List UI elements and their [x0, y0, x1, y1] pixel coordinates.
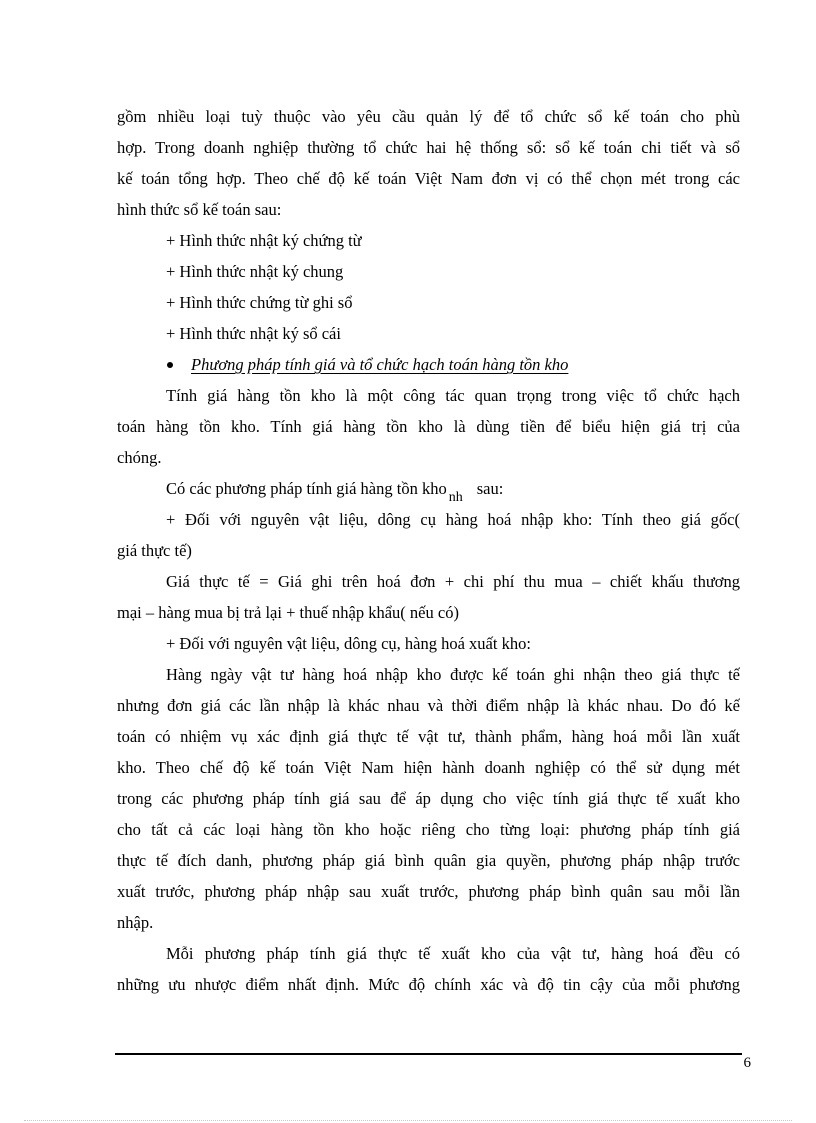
footer-rule: [115, 1053, 742, 1055]
text-line: nhưng đơn giá các lần nhập là khác nhau và thời điểm nhập là khác nhau. Do đó kế: [117, 696, 740, 715]
subscript-text: nh: [448, 490, 463, 504]
list-item: + Hình thức nhật ký sổ cái: [166, 324, 341, 343]
text-line: thực tế đích danh, phương pháp giá bình quân gia quyền, phương pháp nhập trước: [117, 851, 740, 870]
text-line: chóng.: [117, 448, 162, 467]
text-line: Giá thực tế = Giá ghi trên hoá đơn + chi phí thu mua – chiết khấu thương: [166, 572, 740, 591]
body-text: [117, 101, 740, 1000]
section-heading-text: Phương pháp tính giá và tổ chức hạch toán hàng tồn kho: [191, 355, 569, 374]
text-line: những ưu nhược điểm nhất định. Mức độ chính xác và độ tin cậy của mỗi phương: [117, 975, 740, 994]
text-line: giá thực tế): [117, 541, 192, 560]
section-heading: [117, 349, 740, 380]
text-span: sau:: [476, 479, 504, 498]
text-line: + Đối với nguyên vật liệu, dông cụ, hàng hoá xuất kho:: [166, 634, 531, 653]
text-line: Hàng ngày vật tư hàng hoá nhập kho được kế toán ghi nhận theo giá thực tế: [166, 665, 740, 684]
text-line: kho. Theo chế độ kế toán Việt Nam hiện hành doanh nghiệp có thể sử dụng mét: [117, 758, 740, 777]
text-line: kế toán tổng hợp. Theo chế độ kế toán Việt Nam đơn vị có thể chọn mét trong các: [117, 169, 740, 188]
list-item: + Hình thức nhật ký chứng từ: [166, 231, 362, 250]
text-line: cho tất cả các loại hàng tồn kho hoặc riêng cho từng loại: phương pháp tính giá: [117, 820, 740, 839]
text-line: xuất trước, phương pháp nhập sau xuất trước, phương pháp bình quân sau mỗi lần: [117, 882, 740, 901]
text-line: hợp. Trong doanh nghiệp thường tổ chức hai hệ thống sổ: sổ kế toán chi tiết và sổ: [117, 138, 740, 157]
text-line: Tính giá hàng tồn kho là một công tác quan trọng trong việc tổ chức hạch: [166, 386, 740, 405]
text-line: toán hàng tồn kho. Tính giá hàng tồn kho là dùng tiền để biểu hiện giá trị của: [117, 417, 740, 436]
text-line: + Đối với nguyên vật liệu, dông cụ hàng hoá nhập kho: Tính theo giá gốc(: [166, 510, 740, 529]
text-line: toán có nhiệm vụ xác định giá thực tế vật tư, thành phẩm, hàng hoá mỗi lần xuất: [117, 727, 740, 746]
bullet-icon: [167, 362, 173, 368]
text-line: mại – hàng mua bị trả lại + thuế nhập khẩu( nếu có): [117, 603, 459, 622]
list-item: + Hình thức chứng từ ghi sổ: [166, 293, 353, 312]
page-border: [24, 1120, 792, 1121]
text-line: nhập.: [117, 913, 154, 932]
text-line: hình thức sổ kế toán sau:: [117, 200, 282, 219]
text-line: gồm nhiều loại tuỳ thuộc vào yêu cầu quản lý để tổ chức sổ kế toán cho phù: [117, 107, 740, 126]
page-number: 6: [743, 1055, 751, 1071]
text-line: [117, 473, 740, 504]
text-line: trong các phương pháp tính giá sau để áp dụng cho việc tính giá thực tế xuất kho: [117, 789, 740, 808]
text-line: Mỗi phương pháp tính giá thực tế xuất kho của vật tư, hàng hoá đều có: [166, 944, 740, 963]
text-span: Có các phương pháp tính giá hàng tồn kho: [166, 479, 447, 498]
list-item: + Hình thức nhật ký chung: [166, 262, 344, 281]
